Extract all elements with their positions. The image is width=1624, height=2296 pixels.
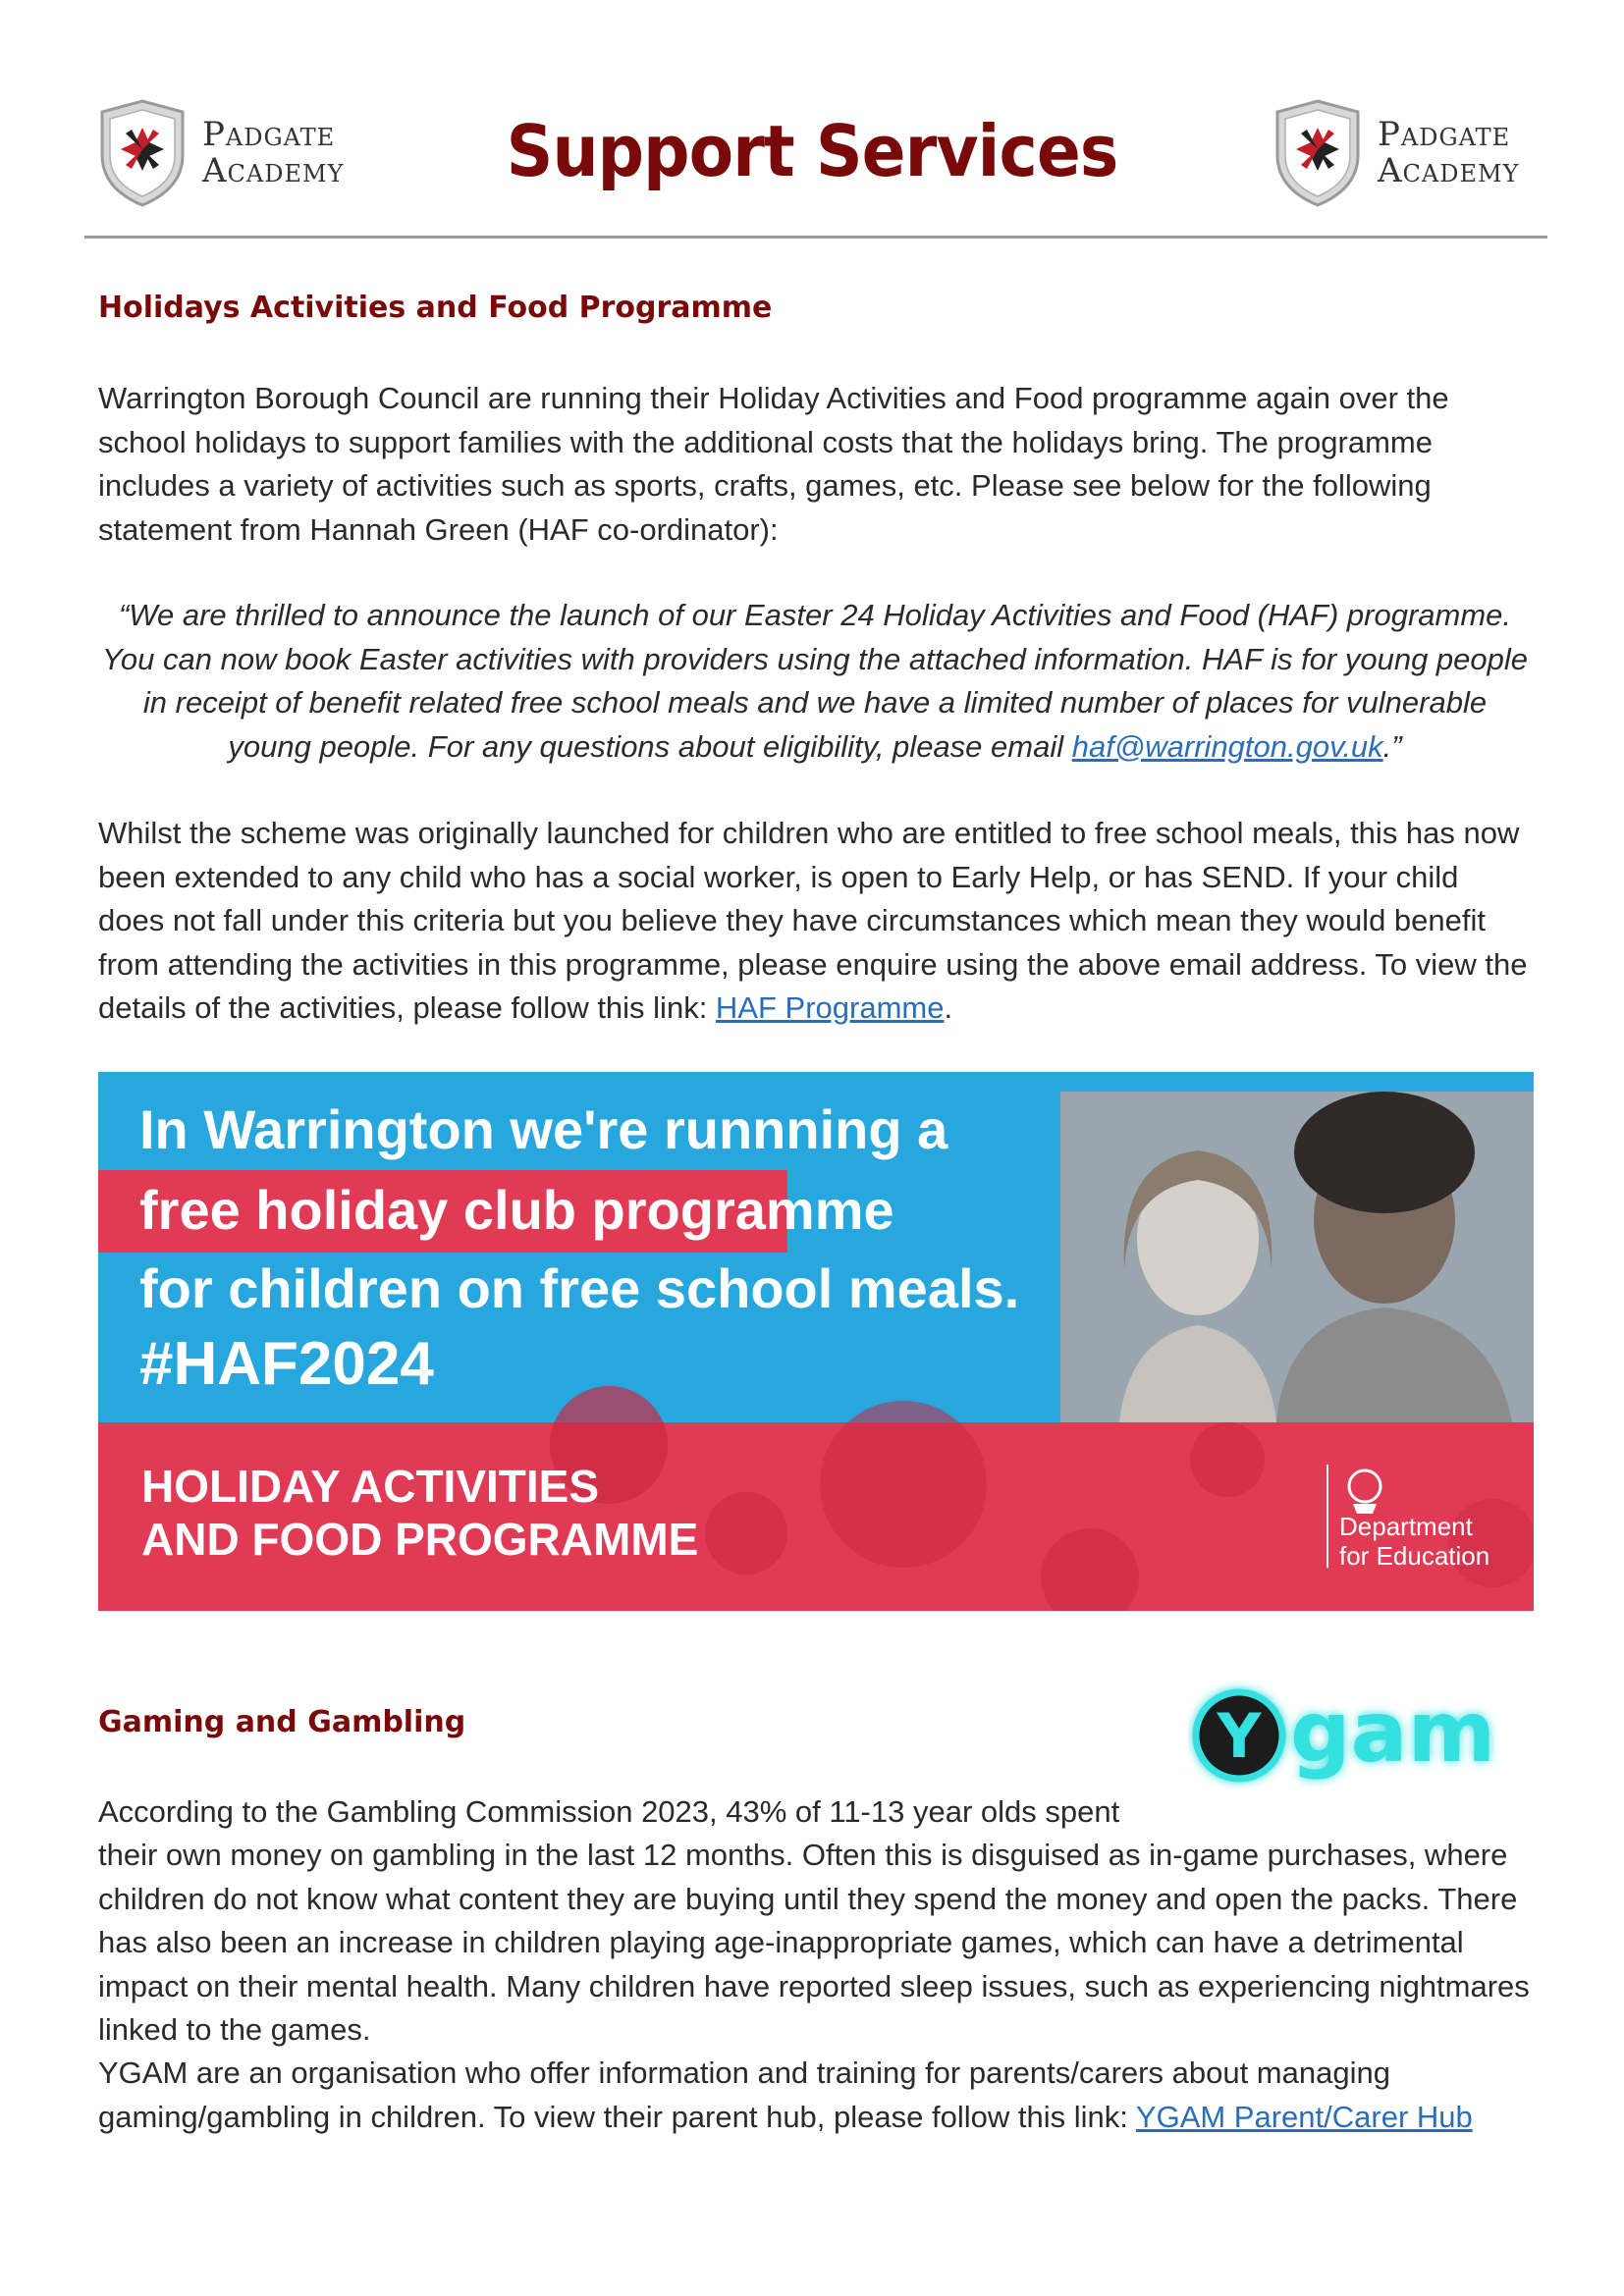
gaming-para-3-text: YGAM are an organisation who offer information and training for parents/carers about managing gaming/gambling in children. To view their parent hub, please follow this link: <box>98 2056 1390 2134</box>
banner-hashtag: #HAF2024 <box>139 1330 434 1398</box>
ygam-logo <box>1188 1681 1522 1789</box>
banner-bottom-line-2: AND FOOD PROGRAMME <box>141 1514 699 1565</box>
banner-line-2: free holiday club programme <box>139 1179 894 1241</box>
haf-email-link[interactable]: haf@warrington.gov.uk <box>1071 728 1383 764</box>
dfe-line-2: for Education <box>1339 1541 1490 1571</box>
ygam-logo-letter: Y <box>1217 1700 1262 1772</box>
haf-extension <box>98 812 1532 1031</box>
quote-end: .” <box>1382 728 1402 764</box>
quote-text: “We are thrilled to announce the launch of our Easter 24 Holiday Activities and Food (HAF) programme. You can now book Easter activities with providers using the attached information. HAF is for young people in receipt of benefit related free school meals and we have a limited number of places for vulnerable young people. For any questions about eligibility, please email <box>101 598 1529 764</box>
logo-line-1: Padgate <box>1378 114 1511 154</box>
haf-programme-link[interactable]: HAF Programme <box>715 990 945 1025</box>
page-header <box>0 0 1624 240</box>
banner-line-1: In Warrington we're runnning a <box>139 1098 948 1160</box>
gaming-para-2: their own money on gambling in the last 12 months. Often this is disguised as in-game purchases, where children do not know what content they are buying until they spend the money and open the packs. There has also been an increase in children playing age-inappropriate games, which can have a detrimental impact on their mental health. Many children have reported sleep issues, such as experiencing nightmares linked to the games. <box>98 1838 1530 2047</box>
dfe-line-1: Department <box>1339 1512 1473 1541</box>
haf-heading: Holidays Activities and Food Programme <box>98 291 773 325</box>
haf-quote <box>98 594 1532 769</box>
link-end: . <box>944 990 953 1025</box>
gaming-para-1: According to the Gambling Commission 2023, 43% of 11-13 year olds spent <box>98 1794 1120 1829</box>
logo-line-2: Academy <box>202 150 345 190</box>
shield-icon <box>1272 98 1364 208</box>
padgate-academy-logo-right <box>1272 96 1537 209</box>
gaming-heading: Gaming and Gambling <box>98 1705 466 1739</box>
page-title: Support Services <box>506 110 1118 192</box>
haf-intro: Warrington Borough Council are running their Holiday Activities and Food programme again over the school holidays to support families with the additional costs that the holidays bring. The programme includes a variety of activities such as sports, crafts, games, etc. Please see below for the following statement from Hannah Green (HAF co-ordinator): <box>98 381 1449 547</box>
ygam-hub-link[interactable]: YGAM Parent/Carer Hub <box>1135 2099 1473 2134</box>
extension-text: Whilst the scheme was originally launched for children who are entitled to free school meals, this has now been extended to any child who has a social worker, is open to Early Help, or has SEND. If your child does not fall under this criteria but you believe they have circumstances which mean they would benefit from attending the activities in this programme, please enquire using the above email address. To view the details of the activities, please follow this link: <box>98 816 1528 1025</box>
logo-line-2: Academy <box>1378 150 1520 190</box>
logo-line-1: Padgate <box>202 114 336 154</box>
banner-line-3: for children on free school meals. <box>139 1257 1020 1319</box>
ygam-logo-text: gam <box>1290 1683 1496 1782</box>
banner-bottom-line-1: HOLIDAY ACTIVITIES <box>141 1461 600 1512</box>
gaming-para-3 <box>98 2052 1532 2139</box>
haf-banner-image <box>98 1072 1534 1611</box>
header-divider <box>84 236 1547 239</box>
children-photo <box>1060 1092 1534 1422</box>
